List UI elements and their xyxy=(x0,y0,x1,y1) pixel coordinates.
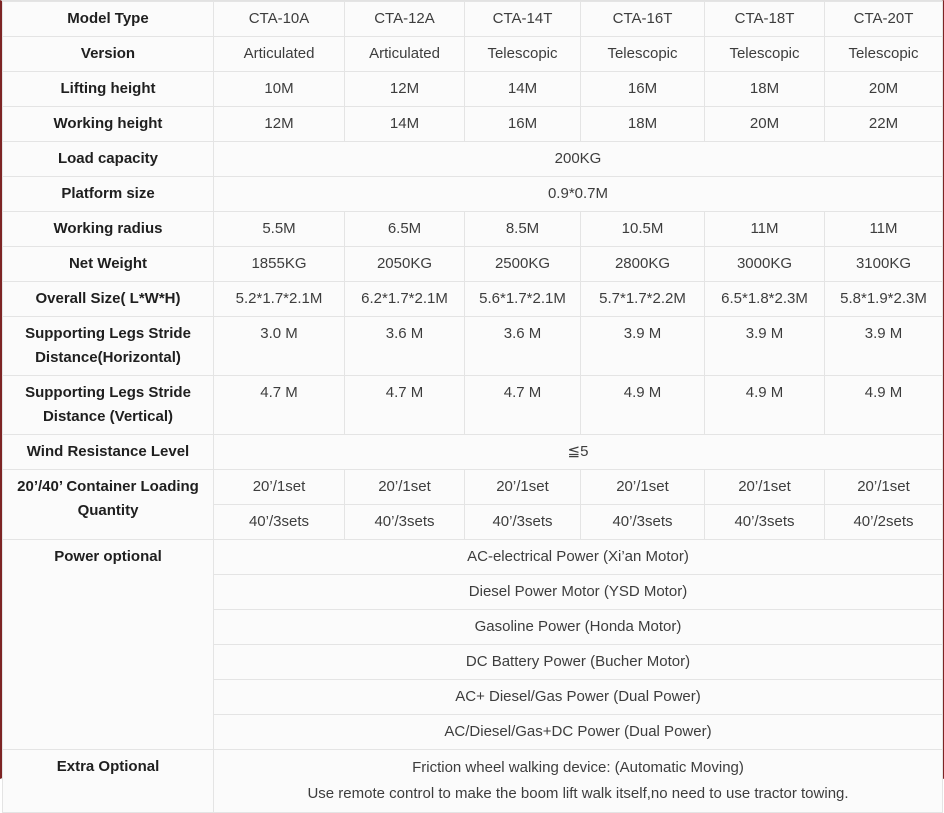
spec-cell-merged: 0.9*0.7M xyxy=(214,177,943,212)
spec-cell: 3.9 M xyxy=(581,317,705,376)
spec-cell: CTA-16T xyxy=(581,2,705,37)
spec-cell-merged: Gasoline Power (Honda Motor) xyxy=(214,610,943,645)
spec-cell: CTA-20T xyxy=(825,2,943,37)
spec-cell: 3.9 M xyxy=(825,317,943,376)
spec-cell: Telescopic xyxy=(465,37,581,72)
spec-cell: Telescopic xyxy=(581,37,705,72)
spec-cell: 20’/1set xyxy=(705,470,825,505)
spec-cell-merged: AC+ Diesel/Gas Power (Dual Power) xyxy=(214,680,943,715)
spec-cell: 20’/1set xyxy=(465,470,581,505)
spec-cell: 3.9 M xyxy=(705,317,825,376)
spec-cell: 5.5M xyxy=(214,212,345,247)
spec-cell: 40’/3sets xyxy=(345,505,465,540)
spec-cell: CTA-14T xyxy=(465,2,581,37)
row-label-working-height: Working height xyxy=(3,107,214,142)
row-label-platform-size: Platform size xyxy=(3,177,214,212)
spec-cell: 20’/1set xyxy=(345,470,465,505)
row-version xyxy=(3,37,943,72)
spec-cell-merged: 200KG xyxy=(214,142,943,177)
row-label-container-loading: 20’/40’ Container Loading Quantity xyxy=(3,470,214,540)
row-extra-optional xyxy=(3,750,943,813)
spec-cell: 40’/3sets xyxy=(214,505,345,540)
spec-cell: CTA-12A xyxy=(345,2,465,37)
spec-cell: 3000KG xyxy=(705,247,825,282)
spec-cell: 20’/1set xyxy=(825,470,943,505)
spec-cell-merged: AC-electrical Power (Xi’an Motor) xyxy=(214,540,943,575)
spec-cell: 5.8*1.9*2.3M xyxy=(825,282,943,317)
row-model-type xyxy=(3,2,943,37)
row-legs-vertical xyxy=(3,376,943,435)
spec-cell: 8.5M xyxy=(465,212,581,247)
spec-cell: 18M xyxy=(705,72,825,107)
spec-cell: Articulated xyxy=(214,37,345,72)
spec-cell-merged xyxy=(214,750,943,813)
row-wind-resistance xyxy=(3,435,943,470)
spec-cell: 40’/2sets xyxy=(825,505,943,540)
spec-cell: 4.9 M xyxy=(705,376,825,435)
spec-cell: 40’/3sets xyxy=(705,505,825,540)
row-working-height xyxy=(3,107,943,142)
spec-cell: 3.0 M xyxy=(214,317,345,376)
spec-cell: Telescopic xyxy=(825,37,943,72)
row-container-20ft xyxy=(3,470,943,505)
spec-cell: Telescopic xyxy=(705,37,825,72)
spec-cell: 18M xyxy=(581,107,705,142)
row-load-capacity xyxy=(3,142,943,177)
spec-cell: 12M xyxy=(345,72,465,107)
spec-cell-merged: AC/Diesel/Gas+DC Power (Dual Power) xyxy=(214,715,943,750)
spec-cell: 2050KG xyxy=(345,247,465,282)
spec-cell: 40’/3sets xyxy=(465,505,581,540)
row-label-wind-resistance: Wind Resistance Level xyxy=(3,435,214,470)
spec-cell: 11M xyxy=(705,212,825,247)
row-label-legs-horizontal: Supporting Legs Stride Distance(Horizontal) xyxy=(3,317,214,376)
spec-cell: 10.5M xyxy=(581,212,705,247)
spec-cell: 4.9 M xyxy=(825,376,943,435)
spec-cell: 4.9 M xyxy=(581,376,705,435)
spec-cell: 1855KG xyxy=(214,247,345,282)
row-label-lifting-height: Lifting height xyxy=(3,72,214,107)
spec-cell: 20M xyxy=(705,107,825,142)
spec-cell: 20M xyxy=(825,72,943,107)
row-label-extra-optional: Extra Optional xyxy=(3,750,214,813)
spec-cell: 4.7 M xyxy=(345,376,465,435)
spec-cell-merged: ≦5 xyxy=(214,435,943,470)
spec-cell: 11M xyxy=(825,212,943,247)
spec-cell: 5.6*1.7*2.1M xyxy=(465,282,581,317)
extra-optional-line-2: Use remote control to make the boom lift walk itself,no need to use tractor towing. xyxy=(307,785,849,802)
row-lifting-height xyxy=(3,72,943,107)
extra-optional-line-1: Friction wheel walking device: (Automatic Moving) xyxy=(412,759,744,776)
spec-cell: 20’/1set xyxy=(214,470,345,505)
spec-cell: 2500KG xyxy=(465,247,581,282)
spec-cell: 4.7 M xyxy=(465,376,581,435)
row-label-load-capacity: Load capacity xyxy=(3,142,214,177)
row-power-option-1 xyxy=(3,540,943,575)
spec-cell: 14M xyxy=(465,72,581,107)
spec-cell: CTA-18T xyxy=(705,2,825,37)
row-overall-size xyxy=(3,282,943,317)
spec-cell: 20’/1set xyxy=(581,470,705,505)
spec-cell: 40’/3sets xyxy=(581,505,705,540)
spec-cell: 4.7 M xyxy=(214,376,345,435)
row-net-weight xyxy=(3,247,943,282)
spec-cell: 16M xyxy=(465,107,581,142)
row-label-overall-size: Overall Size( L*W*H) xyxy=(3,282,214,317)
spec-cell: 5.2*1.7*2.1M xyxy=(214,282,345,317)
row-label-legs-vertical: Supporting Legs Stride Distance (Vertical) xyxy=(3,376,214,435)
spec-cell: 3.6 M xyxy=(345,317,465,376)
spec-cell: 10M xyxy=(214,72,345,107)
row-platform-size xyxy=(3,177,943,212)
spec-cell: 12M xyxy=(214,107,345,142)
spec-cell: 22M xyxy=(825,107,943,142)
spec-cell: 6.5M xyxy=(345,212,465,247)
spec-cell-merged: DC Battery Power (Bucher Motor) xyxy=(214,645,943,680)
spec-cell: 16M xyxy=(581,72,705,107)
spec-cell: Articulated xyxy=(345,37,465,72)
row-label-version: Version xyxy=(3,37,214,72)
row-label-model-type: Model Type xyxy=(3,2,214,37)
row-label-power-optional: Power optional xyxy=(3,540,214,750)
spec-cell-merged: Diesel Power Motor (YSD Motor) xyxy=(214,575,943,610)
row-working-radius xyxy=(3,212,943,247)
spec-cell: 5.7*1.7*2.2M xyxy=(581,282,705,317)
row-legs-horizontal xyxy=(3,317,943,376)
spec-cell: 3100KG xyxy=(825,247,943,282)
spec-cell: 6.2*1.7*2.1M xyxy=(345,282,465,317)
spec-table xyxy=(2,1,943,813)
row-label-net-weight: Net Weight xyxy=(3,247,214,282)
spec-cell: 3.6 M xyxy=(465,317,581,376)
spec-cell: CTA-10A xyxy=(214,2,345,37)
row-label-working-radius: Working radius xyxy=(3,212,214,247)
spec-cell: 2800KG xyxy=(581,247,705,282)
spec-cell: 14M xyxy=(345,107,465,142)
spec-cell: 6.5*1.8*2.3M xyxy=(705,282,825,317)
